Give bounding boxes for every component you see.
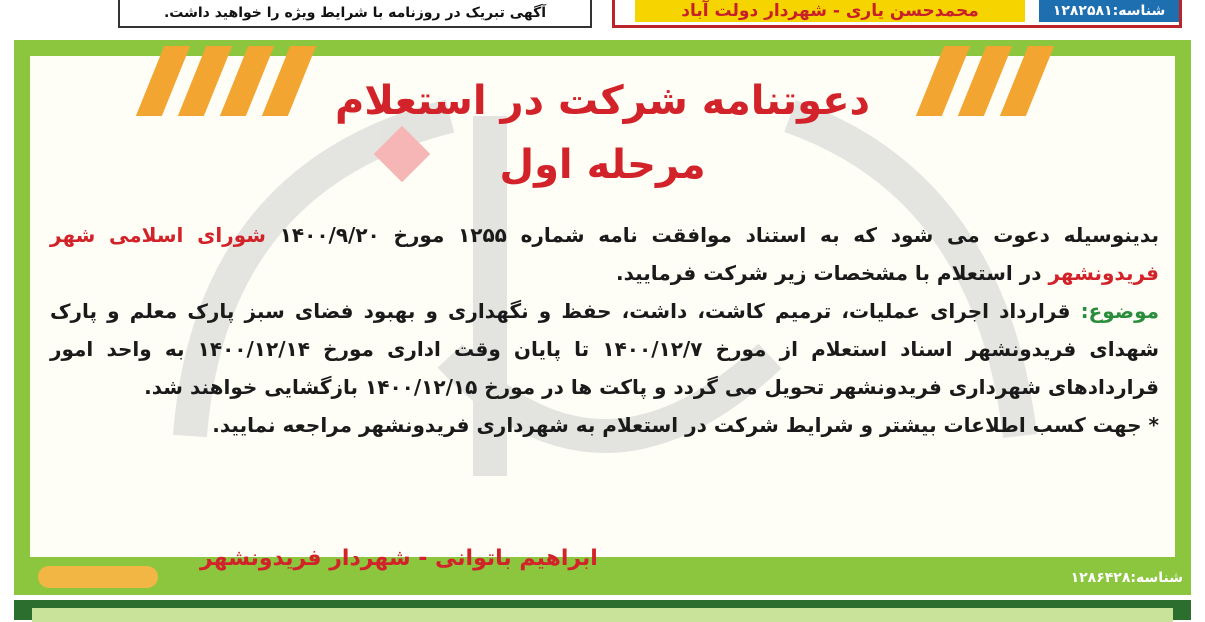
top-right-signature: محمدحسن یاری - شهردار دولت آباد (681, 1, 979, 21)
announcement-body (50, 216, 1159, 444)
top-left-notice-box (118, 0, 592, 28)
title-line-2: مرحله اول (499, 142, 706, 188)
subject-paragraph (50, 292, 1159, 406)
top-strip (0, 0, 1205, 36)
note-paragraph: * جهت کسب اطلاعات بیشتر و شرایط شرکت در استعلام به شهرداری فریدونشهر مراجعه نمایید. (212, 413, 1159, 437)
announcement-id: شناسه:۱۲۸۶۴۲۸ (1070, 570, 1183, 586)
intro-ending: در استعلام با مشخصات زیر شرکت فرمایید. (615, 261, 1042, 285)
decor-pill (38, 566, 158, 588)
next-ad-inner (32, 608, 1173, 622)
announcement-inner (30, 56, 1175, 571)
top-right-signature-box (635, 0, 1025, 22)
top-right-id-box (1039, 0, 1179, 22)
subject-label: موضوع: (1080, 299, 1160, 323)
next-ad-panel (14, 600, 1191, 620)
subject-text: قرارداد اجرای عملیات، ترمیم کاشت، داشت، حفظ و نگهداری و بهبود فضای سبز پارک معلم و پارک شهدای فریدونشهر اسناد استعلام از مورخ ۱۴۰۰/۱۲/۷ تا پایان وقت اداری مورخ ۱۴۰۰/۱۲/۱۴ به واحد امور قراردادهای شهرداری فریدونشهر تحویل می گردد و پاکت ها در مورخ ۱۴۰۰/۱۲/۱۵ بازگشایی خواهند شد. (50, 299, 1159, 399)
announcement-panel (14, 40, 1191, 595)
intro-text: بدینوسیله دعوت می شود که به استناد موافقت نامه شماره ۱۲۵۵ مورخ ۱۴۰۰/۹/۲۰ (279, 223, 1159, 247)
title-line-1: دعوتنامه شرکت در استعلام (334, 78, 871, 124)
top-right-ad-box (612, 0, 1182, 28)
top-left-notice: آگهی تبریک در روزنامه با شرایط ویژه را خواهید داشت. (163, 5, 547, 21)
top-right-id: شناسه:۱۲۸۲۵۸۱ (1052, 3, 1166, 19)
mayor-signature: ابراهیم باتوانی - شهردار فریدونشهر (200, 546, 598, 571)
council-name: شورای اسلامی شهر فریدونشهر (50, 223, 1159, 285)
intro-paragraph (50, 216, 1159, 292)
